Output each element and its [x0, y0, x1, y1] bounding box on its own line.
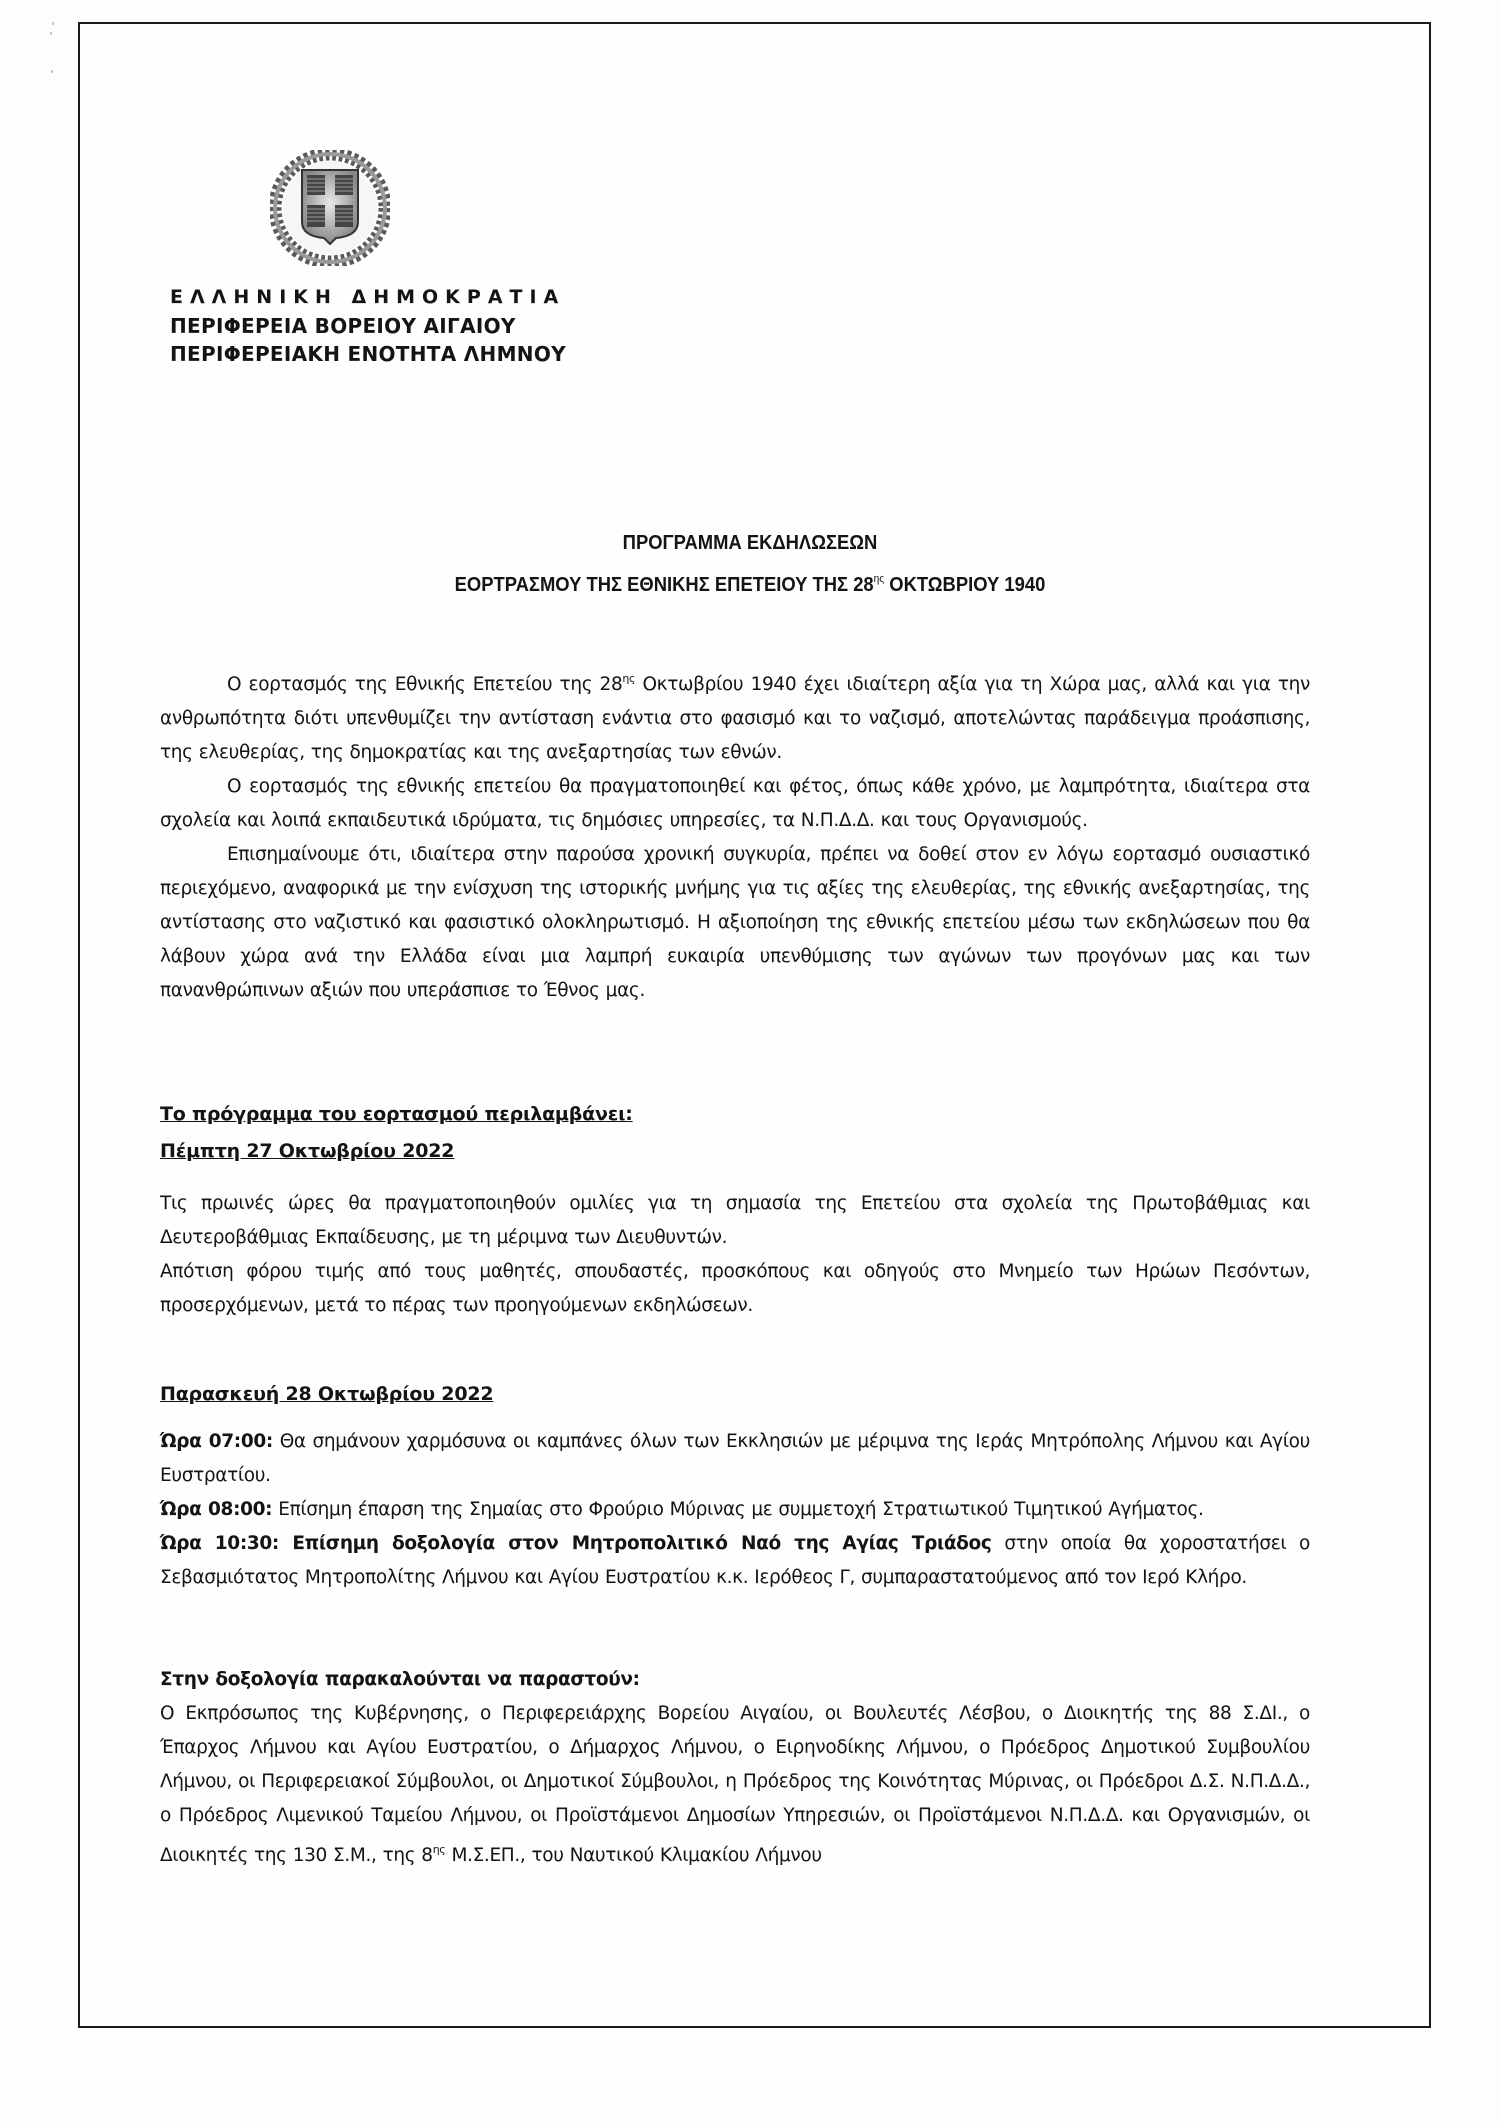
event-bold-text: Επίσημη δοξολογία στον Μητροπολιτικό Ναό της Αγίας Τριάδος — [278, 1533, 992, 1554]
event-time: Ώρα 07:00: — [160, 1431, 273, 1452]
attendees-superscript: ης — [432, 1843, 446, 1856]
thursday-date-heading: Πέμπτη 27 Οκτωβρίου 2022 — [160, 1140, 455, 1162]
event-text: στην οποία θα χοροστατήσει ο Σεβασμιότατος Μητροπολίτης Λήμνου και Αγίου Ευστρατίου κ.κ. Ιερόθεος Γ, συμπαραστατούμενος από τον Ιερό Κλήρο. — [160, 1533, 1311, 1588]
title-line-2 — [60, 561, 1440, 603]
intro-section — [160, 662, 1310, 1008]
scan-artifacts — [50, 20, 56, 80]
attendees-section — [160, 1663, 1310, 1873]
program-heading: Το πρόγραμμα του εορτασμού περιλαμβάνει: — [160, 1103, 633, 1125]
intro-paragraph-1 — [160, 662, 1310, 770]
intro-paragraph-3: Επισημαίνουμε ότι, ιδιαίτερα στην παρούσα χρονική συγκυρία, πρέπει να δοθεί στον εν λόγω εορτασμό ουσιαστικό περιεχόμενο, αναφορικά με την ενίσχυση της ιστορικής μνήμης για τις αξίες της ελευθερίας, της εθνικής ανεξαρτησίας, της αντίστασης στο ναζιστικό και φασιστικό ολοκληρωτισμό. Η αξιοποίηση της εθνικής επετείου μέσω των εκδηλώσεων που θα λάβουν χώρα ανά την Ελλάδα είναι μια λαμπρή ευκαιρία υπενθύμισης των αγώνων των προγόνων μας και των πανανθρώπινων αξιών που υπεράσπισε το Έθνος μας. — [160, 844, 1310, 1001]
intro-paragraph-2: Ο εορτασμός της εθνικής επετείου θα πραγματοποιηθεί και φέτος, όπως κάθε χρόνο, με λαμπρότητα, ιδιαίτερα στα σχολεία και λοιπά εκπαιδευτικά ιδρύματα, τις δημόσιες υπηρεσίες, τα Ν.Π.Δ.Δ. και τους Οργανισμούς. — [160, 776, 1310, 831]
attendees-list — [160, 1697, 1310, 1873]
title-line-1: ΠΡΟΓΡΑΜΜΑ ΕΚΔΗΛΩΣΕΩΝ — [622, 532, 878, 554]
friday-section — [160, 1425, 1310, 1595]
event-time: Ώρα 10:30: — [160, 1533, 279, 1554]
intro-p1-start: Ο εορτασμός της Εθνικής Επετείου της 28 — [227, 674, 623, 695]
friday-date-heading: Παρασκευή 28 Οκτωβρίου 2022 — [160, 1383, 494, 1405]
header-regional-unit: ΠΕΡΙΦΕΡΕΙΑΚΗ ΕΝΟΤΗΤΑ ΛΗΜΝΟΥ — [170, 342, 566, 366]
document-title — [60, 525, 1440, 603]
intro-p1-superscript: ης — [622, 672, 636, 685]
thursday-paragraph-1: Τις πρωινές ώρες θα πραγματοποιηθούν ομιλίες για τη σημασία της Επετείου στα σχολεία της Πρωτοβάθμιας και Δευτεροβάθμιας Εκπαίδευσης, με τη μέριμνα των Διευθυντών. — [160, 1193, 1310, 1248]
friday-event-0700 — [160, 1425, 1310, 1493]
thursday-section — [160, 1187, 1310, 1323]
title-line-2-date: ΟΚΤΩΒΡΙΟΥ 1940 — [889, 574, 1046, 596]
issuer-header — [170, 282, 566, 368]
title-line-2-text: ΕΟΡΤΡΑΣΜΟΥ ΤΗΣ ΕΘΝΙΚΗΣ ΕΠΕΤΕΙΟΥ ΤΗΣ 28 — [454, 574, 874, 596]
friday-event-1030 — [160, 1527, 1310, 1595]
title-superscript: ης — [873, 573, 885, 585]
friday-event-0800 — [160, 1493, 1310, 1527]
attendees-heading: Στην δοξολογία παρακαλούνται να παραστούν: — [160, 1669, 640, 1690]
greek-coat-of-arms-icon — [270, 150, 390, 266]
event-time: Ώρα 08:00: — [160, 1499, 273, 1520]
intro-p1-rest: Οκτωβρίου 1940 έχει ιδιαίτερη αξία για τη Χώρα μας, αλλά και για την ανθρωπότητα διότι υπενθυμίζει την αντίσταση ενάντια στο φασισμό και το ναζισμό, αποτελώντας παράδειγμα προάσπισης, της ελευθερίας, της δημοκρατίας και της ανεξαρτησίας των εθνών. — [160, 674, 1310, 763]
header-republic: ΕΛΛΗΝΙΚΗ ΔΗΜΟΚΡΑΤΙΑ — [170, 286, 566, 308]
header-region: ΠΕΡΙΦΕΡΕΙΑ ΒΟΡΕΙΟΥ ΑΙΓΑΙΟΥ — [170, 314, 516, 338]
thursday-paragraph-2: Απότιση φόρου τιμής από τους μαθητές, σπουδαστές, προσκόπους και οδηγούς στο Μνημείο των Ηρώων Πεσόντων, προσερχόμενων, μετά το πέρας των προηγούμενων εκδηλώσεων. — [160, 1261, 1310, 1316]
event-text: Θα σημάνουν χαρμόσυνα οι καμπάνες όλων των Εκκλησιών με μέριμνα της Ιεράς Μητρόπολης Λήμνου και Αγίου Ευστρατίου. — [160, 1431, 1311, 1486]
event-text: Επίσημη έπαρση της Σημαίας στο Φρούριο Μύρινας με συμμετοχή Στρατιωτικού Τιμητικού Αγήματος. — [272, 1499, 1204, 1520]
attendees-text: Ο Εκπρόσωπος της Κυβέρνησης, ο Περιφερειάρχης Βορείου Αιγαίου, οι Βουλευτές Λέσβου, ο Διοικητής της 88 Σ.ΔΙ., ο Έπαρχος Λήμνου και Αγίου Ευστρατίου, ο Δήμαρχος Λήμνου, ο Ειρηνοδίκης Λήμνου, ο Πρόεδρος Δημοτικού Συμβουλίου Λήμνου, οι Περιφερειακοί Σύμβουλοι, οι Δημοτικοί Σύμβουλοι, η Πρόεδρος της Κοινότητας Μύρινας, οι Πρόεδροι Δ.Σ. Ν.Π.Δ.Δ., ο Πρόεδρος Λιμενικού Ταμείου Λήμνου, οι Προϊστάμενοι Δημοσίων Υπηρεσιών, οι Προϊστάμενοι Ν.Π.Δ.Δ. και Οργανισμών, οι Διοικητές της 130 Σ.Μ., της 8 — [160, 1703, 1310, 1866]
attendees-text-end: Μ.Σ.ΕΠ., του Ναυτικού Κλιμακίου Λήμνου — [445, 1845, 822, 1866]
